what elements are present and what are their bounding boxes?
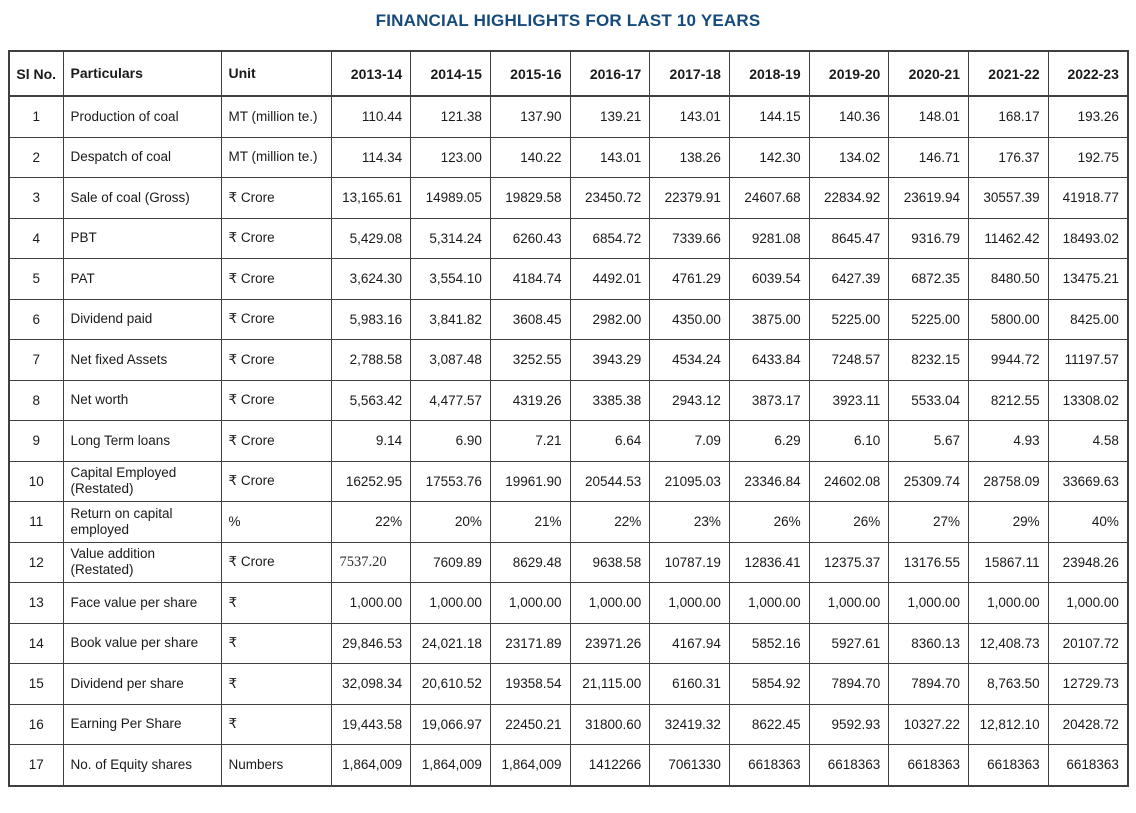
cell-particulars: Production of coal bbox=[63, 96, 221, 137]
cell-unit: ₹ bbox=[221, 664, 331, 705]
cell-value: 146.71 bbox=[889, 137, 969, 178]
cell-value: 3,087.48 bbox=[411, 340, 491, 381]
cell-value: 32419.32 bbox=[650, 704, 730, 745]
cell-value: 6427.39 bbox=[809, 259, 889, 300]
cell-value: 6.64 bbox=[570, 421, 650, 462]
cell-value: 8622.45 bbox=[729, 704, 809, 745]
cell-value: 1,000.00 bbox=[969, 583, 1049, 624]
cell-value: 143.01 bbox=[570, 137, 650, 178]
cell-particulars: No. of Equity shares bbox=[63, 745, 221, 786]
cell-value: 7.09 bbox=[650, 421, 730, 462]
cell-value: 114.34 bbox=[331, 137, 411, 178]
cell-value: 4.58 bbox=[1048, 421, 1128, 462]
header-row bbox=[9, 51, 1128, 96]
cell-value: 31800.60 bbox=[570, 704, 650, 745]
cell-value: 22834.92 bbox=[809, 178, 889, 219]
cell-value: 148.01 bbox=[889, 96, 969, 137]
cell-sl-no: 17 bbox=[9, 745, 63, 786]
cell-value: 144.15 bbox=[729, 96, 809, 137]
cell-particulars: PBT bbox=[63, 218, 221, 259]
cell-particulars: Capital Employed (Restated) bbox=[63, 461, 221, 502]
cell-value: 23171.89 bbox=[490, 623, 570, 664]
table-row bbox=[9, 137, 1128, 178]
cell-sl-no: 12 bbox=[9, 542, 63, 583]
cell-value: 19,443.58 bbox=[331, 704, 411, 745]
cell-value: 6039.54 bbox=[729, 259, 809, 300]
cell-value: 6260.43 bbox=[490, 218, 570, 259]
cell-value: 11462.42 bbox=[969, 218, 1049, 259]
cell-value: 4.93 bbox=[969, 421, 1049, 462]
cell-particulars: Earning Per Share bbox=[63, 704, 221, 745]
table-row bbox=[9, 461, 1128, 502]
cell-value: 138.26 bbox=[650, 137, 730, 178]
cell-unit: % bbox=[221, 502, 331, 543]
cell-value: 5,983.16 bbox=[331, 299, 411, 340]
cell-value: 6.90 bbox=[411, 421, 491, 462]
cell-value: 1,000.00 bbox=[889, 583, 969, 624]
cell-value: 19961.90 bbox=[490, 461, 570, 502]
table-row bbox=[9, 421, 1128, 462]
cell-sl-no: 15 bbox=[9, 664, 63, 705]
column-header: 2016-17 bbox=[570, 51, 650, 96]
column-header: 2018-19 bbox=[729, 51, 809, 96]
cell-unit: ₹ Crore bbox=[221, 299, 331, 340]
table-row bbox=[9, 96, 1128, 137]
cell-value: 6160.31 bbox=[650, 664, 730, 705]
cell-sl-no: 11 bbox=[9, 502, 63, 543]
cell-value: 7.21 bbox=[490, 421, 570, 462]
cell-value: 12375.37 bbox=[809, 542, 889, 583]
cell-value: 140.36 bbox=[809, 96, 889, 137]
cell-value: 12,812.10 bbox=[969, 704, 1049, 745]
cell-value: 6618363 bbox=[1048, 745, 1128, 786]
table-row bbox=[9, 299, 1128, 340]
cell-value: 8480.50 bbox=[969, 259, 1049, 300]
cell-unit: ₹ Crore bbox=[221, 340, 331, 381]
cell-value: 3608.45 bbox=[490, 299, 570, 340]
cell-value: 17553.76 bbox=[411, 461, 491, 502]
cell-value: 16252.95 bbox=[331, 461, 411, 502]
cell-value: 6433.84 bbox=[729, 340, 809, 381]
cell-value: 110.44 bbox=[331, 96, 411, 137]
cell-particulars: Despatch of coal bbox=[63, 137, 221, 178]
table-row bbox=[9, 583, 1128, 624]
cell-unit: Numbers bbox=[221, 745, 331, 786]
table-row bbox=[9, 340, 1128, 381]
cell-value: 27% bbox=[889, 502, 969, 543]
cell-particulars: Value addition (Restated) bbox=[63, 542, 221, 583]
cell-particulars: Return on capital employed bbox=[63, 502, 221, 543]
cell-unit: ₹ Crore bbox=[221, 218, 331, 259]
cell-value: 6618363 bbox=[729, 745, 809, 786]
cell-value: 3252.55 bbox=[490, 340, 570, 381]
cell-value: 8360.13 bbox=[889, 623, 969, 664]
cell-value: 19829.58 bbox=[490, 178, 570, 219]
cell-value: 20544.53 bbox=[570, 461, 650, 502]
column-header: 2015-16 bbox=[490, 51, 570, 96]
cell-value: 1,864,009 bbox=[490, 745, 570, 786]
cell-value: 3875.00 bbox=[729, 299, 809, 340]
table-row bbox=[9, 704, 1128, 745]
cell-value: 9316.79 bbox=[889, 218, 969, 259]
cell-sl-no: 3 bbox=[9, 178, 63, 219]
cell-sl-no: 14 bbox=[9, 623, 63, 664]
cell-value: 26% bbox=[809, 502, 889, 543]
cell-value: 6618363 bbox=[809, 745, 889, 786]
cell-value: 3943.29 bbox=[570, 340, 650, 381]
cell-value: 21095.03 bbox=[650, 461, 730, 502]
cell-value: 25309.74 bbox=[889, 461, 969, 502]
cell-value: 1,864,009 bbox=[331, 745, 411, 786]
table-row bbox=[9, 623, 1128, 664]
cell-unit: ₹ bbox=[221, 704, 331, 745]
cell-value: 1,000.00 bbox=[411, 583, 491, 624]
cell-value: 1,000.00 bbox=[331, 583, 411, 624]
cell-value: 1,000.00 bbox=[1048, 583, 1128, 624]
cell-value: 3,624.30 bbox=[331, 259, 411, 300]
cell-unit: ₹ Crore bbox=[221, 461, 331, 502]
cell-value: 6872.35 bbox=[889, 259, 969, 300]
cell-value: 23971.26 bbox=[570, 623, 650, 664]
cell-value: 5225.00 bbox=[809, 299, 889, 340]
cell-value: 5.67 bbox=[889, 421, 969, 462]
cell-value: 1,000.00 bbox=[650, 583, 730, 624]
cell-value: 6618363 bbox=[969, 745, 1049, 786]
cell-particulars: Face value per share bbox=[63, 583, 221, 624]
cell-value: 6618363 bbox=[889, 745, 969, 786]
cell-value: 7248.57 bbox=[809, 340, 889, 381]
cell-particulars: PAT bbox=[63, 259, 221, 300]
cell-value: 12729.73 bbox=[1048, 664, 1128, 705]
cell-sl-no: 6 bbox=[9, 299, 63, 340]
cell-sl-no: 13 bbox=[9, 583, 63, 624]
cell-value: 143.01 bbox=[650, 96, 730, 137]
cell-value: 11197.57 bbox=[1048, 340, 1128, 381]
table-row bbox=[9, 664, 1128, 705]
cell-value: 22450.21 bbox=[490, 704, 570, 745]
cell-value: 9592.93 bbox=[809, 704, 889, 745]
cell-particulars: Long Term loans bbox=[63, 421, 221, 462]
cell-value: 7894.70 bbox=[809, 664, 889, 705]
column-header: 2020-21 bbox=[889, 51, 969, 96]
cell-value: 19358.54 bbox=[490, 664, 570, 705]
cell-value: 21,115.00 bbox=[570, 664, 650, 705]
table-row bbox=[9, 542, 1128, 583]
cell-value: 24602.08 bbox=[809, 461, 889, 502]
column-header: Unit bbox=[221, 51, 331, 96]
cell-value: 4167.94 bbox=[650, 623, 730, 664]
cell-value: 168.17 bbox=[969, 96, 1049, 137]
column-header: Particulars bbox=[63, 51, 221, 96]
cell-value: 6.10 bbox=[809, 421, 889, 462]
cell-value: 2,788.58 bbox=[331, 340, 411, 381]
cell-sl-no: 10 bbox=[9, 461, 63, 502]
cell-value: 1,000.00 bbox=[570, 583, 650, 624]
cell-unit: ₹ Crore bbox=[221, 421, 331, 462]
cell-value: 7061330 bbox=[650, 745, 730, 786]
cell-value: 22379.91 bbox=[650, 178, 730, 219]
cell-value: 29% bbox=[969, 502, 1049, 543]
cell-unit: ₹ Crore bbox=[221, 542, 331, 583]
cell-value: 23346.84 bbox=[729, 461, 809, 502]
cell-value: 7894.70 bbox=[889, 664, 969, 705]
cell-value: 137.90 bbox=[490, 96, 570, 137]
cell-unit: ₹ Crore bbox=[221, 380, 331, 421]
cell-value: 140.22 bbox=[490, 137, 570, 178]
cell-particulars: Book value per share bbox=[63, 623, 221, 664]
cell-value: 7537.20 bbox=[331, 542, 411, 583]
cell-value: 28758.09 bbox=[969, 461, 1049, 502]
cell-value: 3385.38 bbox=[570, 380, 650, 421]
cell-value: 9.14 bbox=[331, 421, 411, 462]
cell-value: 3873.17 bbox=[729, 380, 809, 421]
cell-value: 4534.24 bbox=[650, 340, 730, 381]
cell-particulars: Net fixed Assets bbox=[63, 340, 221, 381]
cell-sl-no: 9 bbox=[9, 421, 63, 462]
cell-sl-no: 8 bbox=[9, 380, 63, 421]
cell-value: 4,477.57 bbox=[411, 380, 491, 421]
cell-value: 5927.61 bbox=[809, 623, 889, 664]
cell-value: 12,408.73 bbox=[969, 623, 1049, 664]
cell-sl-no: 4 bbox=[9, 218, 63, 259]
column-header: 2022-23 bbox=[1048, 51, 1128, 96]
cell-value: 9638.58 bbox=[570, 542, 650, 583]
cell-value: 7339.66 bbox=[650, 218, 730, 259]
cell-value: 8425.00 bbox=[1048, 299, 1128, 340]
cell-value: 5854.92 bbox=[729, 664, 809, 705]
cell-value: 20% bbox=[411, 502, 491, 543]
cell-value: 8212.55 bbox=[969, 380, 1049, 421]
cell-value: 23% bbox=[650, 502, 730, 543]
cell-value: 5533.04 bbox=[889, 380, 969, 421]
table-row bbox=[9, 380, 1128, 421]
cell-value: 8,763.50 bbox=[969, 664, 1049, 705]
cell-value: 1,864,009 bbox=[411, 745, 491, 786]
cell-value: 134.02 bbox=[809, 137, 889, 178]
cell-sl-no: 16 bbox=[9, 704, 63, 745]
cell-value: 13,165.61 bbox=[331, 178, 411, 219]
cell-value: 5,563.42 bbox=[331, 380, 411, 421]
table-row bbox=[9, 259, 1128, 300]
cell-value: 18493.02 bbox=[1048, 218, 1128, 259]
cell-value: 8629.48 bbox=[490, 542, 570, 583]
cell-value: 33669.63 bbox=[1048, 461, 1128, 502]
cell-value: 22% bbox=[331, 502, 411, 543]
column-header: 2014-15 bbox=[411, 51, 491, 96]
cell-value: 23450.72 bbox=[570, 178, 650, 219]
cell-value: 3923.11 bbox=[809, 380, 889, 421]
cell-value: 9281.08 bbox=[729, 218, 809, 259]
table-row bbox=[9, 502, 1128, 543]
cell-particulars: Net worth bbox=[63, 380, 221, 421]
cell-value: 7609.89 bbox=[411, 542, 491, 583]
cell-value: 193.26 bbox=[1048, 96, 1128, 137]
table-row bbox=[9, 218, 1128, 259]
cell-value: 32,098.34 bbox=[331, 664, 411, 705]
cell-unit: MT (million te.) bbox=[221, 96, 331, 137]
cell-value: 24607.68 bbox=[729, 178, 809, 219]
cell-value: 2943.12 bbox=[650, 380, 730, 421]
cell-sl-no: 5 bbox=[9, 259, 63, 300]
cell-value: 40% bbox=[1048, 502, 1128, 543]
cell-value: 1412266 bbox=[570, 745, 650, 786]
cell-value: 4492.01 bbox=[570, 259, 650, 300]
cell-value: 5,429.08 bbox=[331, 218, 411, 259]
cell-unit: ₹ bbox=[221, 623, 331, 664]
cell-value: 20,610.52 bbox=[411, 664, 491, 705]
cell-value: 9944.72 bbox=[969, 340, 1049, 381]
cell-unit: ₹ bbox=[221, 583, 331, 624]
cell-unit: ₹ Crore bbox=[221, 259, 331, 300]
cell-value: 8645.47 bbox=[809, 218, 889, 259]
cell-value: 1,000.00 bbox=[490, 583, 570, 624]
cell-value: 5,314.24 bbox=[411, 218, 491, 259]
cell-value: 13176.55 bbox=[889, 542, 969, 583]
cell-value: 13308.02 bbox=[1048, 380, 1128, 421]
cell-particulars: Dividend paid bbox=[63, 299, 221, 340]
cell-value: 23619.94 bbox=[889, 178, 969, 219]
table-row bbox=[9, 745, 1128, 786]
cell-value: 1,000.00 bbox=[729, 583, 809, 624]
cell-value: 41918.77 bbox=[1048, 178, 1128, 219]
cell-value: 10327.22 bbox=[889, 704, 969, 745]
cell-value: 5225.00 bbox=[889, 299, 969, 340]
financial-highlights-table bbox=[8, 50, 1129, 787]
cell-sl-no: 1 bbox=[9, 96, 63, 137]
cell-value: 4761.29 bbox=[650, 259, 730, 300]
cell-value: 139.21 bbox=[570, 96, 650, 137]
cell-value: 3,554.10 bbox=[411, 259, 491, 300]
column-header: 2013-14 bbox=[331, 51, 411, 96]
cell-value: 4350.00 bbox=[650, 299, 730, 340]
cell-value: 121.38 bbox=[411, 96, 491, 137]
cell-value: 6.29 bbox=[729, 421, 809, 462]
cell-particulars: Sale of coal (Gross) bbox=[63, 178, 221, 219]
cell-value: 14989.05 bbox=[411, 178, 491, 219]
cell-value: 29,846.53 bbox=[331, 623, 411, 664]
cell-value: 5852.16 bbox=[729, 623, 809, 664]
cell-value: 22% bbox=[570, 502, 650, 543]
page-title: FINANCIAL HIGHLIGHTS FOR LAST 10 YEARS bbox=[375, 11, 761, 30]
cell-value: 19,066.97 bbox=[411, 704, 491, 745]
cell-value: 20107.72 bbox=[1048, 623, 1128, 664]
column-header: Sl No. bbox=[9, 51, 63, 96]
column-header: 2021-22 bbox=[969, 51, 1049, 96]
cell-value: 8232.15 bbox=[889, 340, 969, 381]
cell-value: 21% bbox=[490, 502, 570, 543]
cell-value: 20428.72 bbox=[1048, 704, 1128, 745]
cell-value: 23948.26 bbox=[1048, 542, 1128, 583]
cell-value: 5800.00 bbox=[969, 299, 1049, 340]
cell-sl-no: 2 bbox=[9, 137, 63, 178]
table-row bbox=[9, 178, 1128, 219]
cell-unit: ₹ Crore bbox=[221, 178, 331, 219]
cell-value: 26% bbox=[729, 502, 809, 543]
cell-value: 123.00 bbox=[411, 137, 491, 178]
cell-value: 24,021.18 bbox=[411, 623, 491, 664]
cell-value: 15867.11 bbox=[969, 542, 1049, 583]
cell-particulars: Dividend per share bbox=[63, 664, 221, 705]
cell-value: 4184.74 bbox=[490, 259, 570, 300]
cell-unit: MT (million te.) bbox=[221, 137, 331, 178]
cell-value: 30557.39 bbox=[969, 178, 1049, 219]
cell-value: 4319.26 bbox=[490, 380, 570, 421]
cell-value: 3,841.82 bbox=[411, 299, 491, 340]
cell-value: 1,000.00 bbox=[809, 583, 889, 624]
cell-value: 2982.00 bbox=[570, 299, 650, 340]
cell-value: 12836.41 bbox=[729, 542, 809, 583]
cell-value: 142.30 bbox=[729, 137, 809, 178]
column-header: 2019-20 bbox=[809, 51, 889, 96]
cell-sl-no: 7 bbox=[9, 340, 63, 381]
cell-value: 176.37 bbox=[969, 137, 1049, 178]
cell-value: 10787.19 bbox=[650, 542, 730, 583]
cell-value: 6854.72 bbox=[570, 218, 650, 259]
cell-value: 192.75 bbox=[1048, 137, 1128, 178]
column-header: 2017-18 bbox=[650, 51, 730, 96]
cell-value: 13475.21 bbox=[1048, 259, 1128, 300]
